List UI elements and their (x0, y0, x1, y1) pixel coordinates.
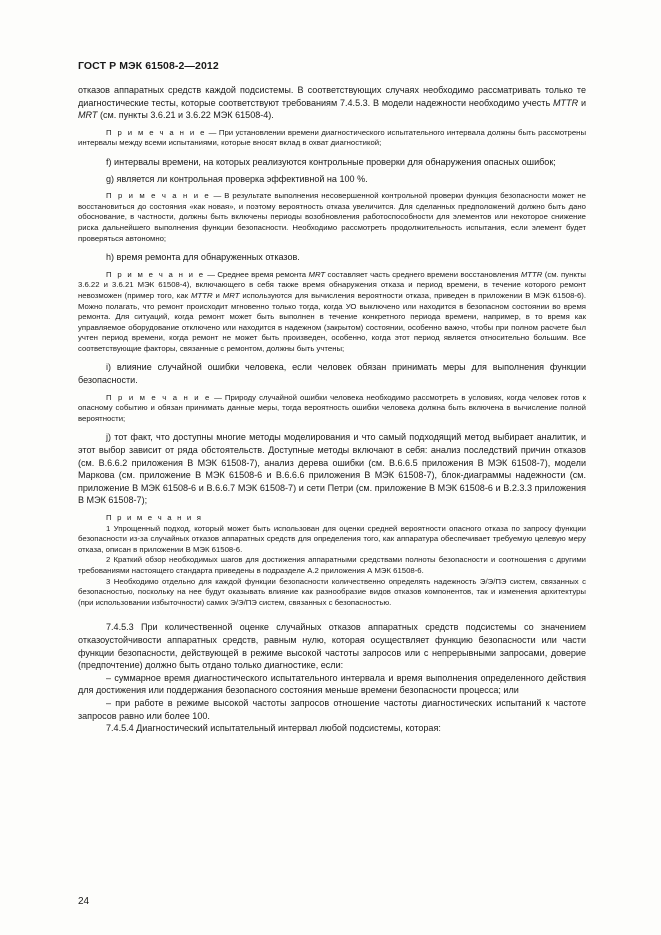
note-item-3: 3 Необходимо отдельно для каждой функции безопасности количественно определять надежность Э/Э/ПЭ систем, связанных с безопасностью, поскольку на нее будут оказывать влияние как разнообразие видов отказов компонентов, так и изменения архитектуры (при использовании избыточности) самих Э/Э/ПЭ систем, связанных с безопасностью. (78, 576, 586, 607)
mttr-term: MTTR (191, 290, 213, 300)
page-number: 24 (78, 896, 90, 907)
note-text: (см. пункты 3.6.22 и 3.6.21 МЭК 61508-4), включающего в себя также время обнаружения отказа и период времени, в течение которого ремонт невозможен (пример того, как (78, 269, 586, 300)
note-text: используются для вычисления вероятности отказа, приведен в приложении В МЭК 61508-6). Можно полагать, что ремонт происходит мгновенно только тогда, когда УО выключено или находится в безопасном состоянии во время ремонта. Для ситуаций, когда ремонт может быть выполнен в течение конкретного периода времени, например, в то время как управляемое оборудование отключено или находится в надежном (закрытом) состоянии, особенно важно, чтобы при полном расчете был учтен период времени, когда ремонт не может быть произведен, особенно, когда этот период является относительно большим. Все соответствующие факторы, связанные с ремонтом, должны быть учтены; (78, 290, 587, 353)
note-text: — При установлении времени диагностического испытательного интервала должны быть рассмотрены интервалы между всеми испытаниями, которые вносят вклад в охват диагностикой; (78, 127, 587, 148)
mrt-term: MRT (222, 290, 240, 300)
page-header-standard-title: ГОСТ Р МЭК 61508-2—2012 (78, 60, 219, 72)
note-text: — Среднее время ремонта (204, 269, 309, 279)
note-label: П р и м е ч а н и е (106, 191, 211, 201)
mttr-term: MTTR (553, 97, 579, 108)
note-text: — В результате выполнения несовершенной контрольной проверки функция безопасности может не восстановиться до состояния «как новая», и поэтому вероятность отказа увеличится. Для сделанных предположений должно быть дано обоснование, в частности, должны быть включены периоды возобновления работоспособности для элементов или некоторое снижение риска дальнейшего выполнения функции безопасности. Необходимо рассмотреть продолжительность испытания, если элемент будет проверяться автономно; (78, 191, 586, 243)
notes-list (78, 513, 586, 608)
dash-item-1: – суммарное время диагностического испытательного интервала и время выполнения определенного действия для достижения или поддержания безопасного состояния меньше времени безопасности процесса; или (78, 672, 586, 696)
mrt-term: MRT (308, 269, 326, 279)
note-label: П р и м е ч а н и е (106, 392, 212, 402)
note-label: П р и м е ч а н и е (106, 127, 207, 137)
note-proof-test (78, 191, 586, 244)
clause-7-4-5-4: 7.4.5.4 Диагностический испытательный интервал любой подсистемы, которая: (106, 723, 441, 734)
intro-text-2: (см. пункты 3.6.21 и 3.6.22 МЭК 61508-4). (97, 110, 274, 121)
note-text: составляет часть среднего времени восстановления (325, 269, 521, 279)
note-text: и (212, 290, 223, 300)
list-item-i: i) влияние случайной ошибки человека, если человек обязан принимать меры для выполнения функции безопасности. (78, 362, 586, 386)
intro-paragraph (78, 84, 586, 122)
note-diagnostic-interval (78, 128, 586, 149)
note-human-error (78, 393, 586, 425)
mrt-term: MRT (78, 110, 98, 121)
page-content (78, 84, 586, 735)
clause-7-4-5-3: 7.4.5.3 При количественной оценке случайных отказов аппаратных средств подсистемы со значением отказоустойчивости аппаратных средств, равным нулю, которая осуществляет функцию безопасности или части функции безопасности, действующей в режиме высокой частоты запросов или с непрерывными запросами, доверие (предпочтение) должно быть отдано только диагностике, если: (78, 622, 586, 671)
notes-label: П р и м е ч а н и я (106, 513, 203, 522)
list-item-g: g) является ли контрольная проверка эффективной на 100 %. (106, 173, 368, 184)
note-label: П р и м е ч а н и е (106, 269, 205, 279)
note-item-1: 1 Упрощенный подход, который может быть использован для оценки средней вероятности опасного отказа по запросу функции безопасности из-за случайных отказов аппаратных средств для определения того, как аппаратура обеспечивает требуемую целевую меру отказа, описан в приложении В МЭК 61508-6. (78, 523, 586, 554)
intro-text-1: отказов аппаратных средств каждой подсистемы. В соответствующих случаях необходимо рассматривать только те диагностические тесты, которые соответствуют требованиям 7.4.5.3. В модели надежности необходимо учесть (78, 85, 586, 108)
dash-item-2: – при работе в режиме высокой частоты запросов отношение частоты диагностических испытаний к частоте запросов равно или более 100. (78, 697, 586, 721)
mttr-term: MTTR (520, 269, 543, 279)
list-item-j: j) тот факт, что доступны многие методы моделирования и что самый подходящий метод выбирает аналитик, и этот выбор зависит от ряда обстоятельств. Доступные методы включают в себя: анализ последствий причин отказов (см. В.6.6.2 приложения В МЭК 61508-7), анализ дерева ошибки (см. В.6.6.5 приложения В МЭК 61508-7), модели Маркова (см. приложение В МЭК 61508-6 и В.6.6.6 приложения В МЭК 61508-7), блок-диаграммы надежности (см. приложение В МЭК 61508-6 и В.6.6.7 МЭК 61508-7) и сети Петри (см. приложение В МЭК 61508-6 и В.2.3.3 приложения В МЭК 61508-7); (78, 432, 586, 506)
list-item-f: f) интервалы времени, на которых реализуются контрольные проверки для обнаружения опасных ошибок; (106, 156, 556, 167)
list-item-h: h) время ремонта для обнаруженных отказов. (106, 252, 300, 263)
note-repair-time (78, 270, 586, 355)
intro-and: и (578, 97, 587, 108)
note-text: — Природу случайной ошибки человека необходимо рассмотреть в условиях, когда человек готов к опасному событию и обязан принимать данные меры, тогда вероятность ошибки человека должна быть включена в вычисление полной вероятности; (78, 392, 586, 423)
note-item-2: 2 Краткий обзор необходимых шагов для достижения аппаратными средствами полноты безопасности и соотношения с другими требованиями настоящего стандарта приведены в подразделе А.2 приложения А МЭК 61508-6. (78, 555, 586, 575)
